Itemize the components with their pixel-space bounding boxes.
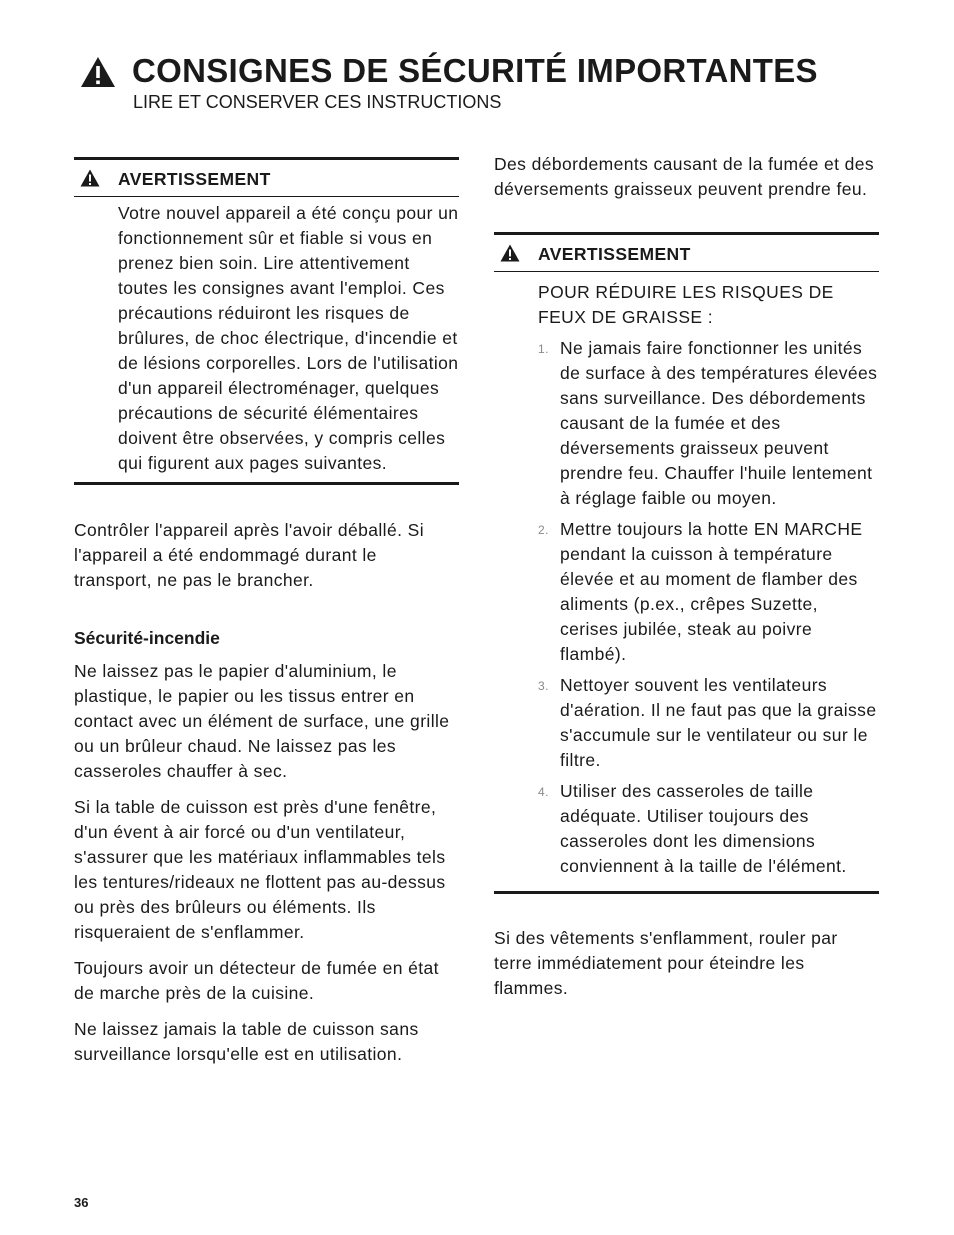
page-number: 36: [74, 1195, 89, 1210]
list-item-text: Utiliser des casseroles de taille adéquate. Utiliser toujours des casseroles dont les dimensions conviennent à la taille de l'élément.: [560, 781, 847, 876]
page-title: CONSIGNES DE SÉCURITÉ IMPORTANTES: [132, 52, 818, 89]
warning-label: AVERTISSEMENT: [538, 244, 691, 264]
list-number: 3.: [538, 679, 549, 693]
warning-text: [494, 272, 879, 891]
page-subtitle: LIRE ET CONSERVER CES INSTRUCTIONS: [133, 92, 502, 112]
section-heading: Sécurité-incendie: [74, 628, 220, 648]
warning-text: Votre nouvel appareil a été conçu pour un fonctionnement sûr et fiable si vous en prenez bien soin. Lire attentivement toutes les consignes avant l'emploi. Ces précautions réduiront les risques de brûlures, de choc électrique, d'incendie et de lésions corporelles. Lors de l'utilisation d'un appareil électroménager, quelques précautions de sécurité élémentaires doivent être observées, y compris celles qui figurent aux pages suivantes.: [118, 203, 459, 473]
list-item: [538, 517, 879, 667]
warning-header: [74, 160, 459, 197]
paragraph: Des débordements causant de la fumée et des déversements graisseux peuvent prendre feu.: [494, 154, 875, 199]
list-item-text: Nettoyer souvent les ventilateurs d'aération. Il ne faut pas que la graisse s'accumule sur le ventilateur ou sur le filtre.: [560, 675, 877, 770]
list-item: [538, 336, 879, 511]
left-column: [74, 157, 459, 1078]
list-number: 1.: [538, 342, 549, 356]
paragraph: Si la table de cuisson est près d'une fenêtre, d'un évent à air forcé ou d'un ventilateur, s'assurer que les matériaux inflammables tels les tentures/rideaux ne flottent pas au-dessus ou près des brûleurs ou éléments. Ils risqueraient de s'enflammer.: [74, 797, 446, 942]
warning-icon: [80, 169, 100, 187]
list-number: 4.: [538, 785, 549, 799]
list-number: 2.: [538, 523, 549, 537]
list-item: [538, 779, 879, 879]
warning-icon: [500, 244, 520, 262]
list-item-text: Ne jamais faire fonctionner les unités de surface à des températures élevées sans surveillance. Des débordements causant de la fumée et des déversements graisseux peuvent prendre feu. Chauffer l'huile lentement à réglage faible ou moyen.: [560, 338, 878, 508]
warning-intro: POUR RÉDUIRE LES RISQUES DE FEUX DE GRAISSE :: [538, 282, 834, 327]
warning-list: [538, 336, 879, 879]
paragraph: Ne laissez pas le papier d'aluminium, le plastique, le papier ou les tissus entrer en contact avec un élément de surface, une grille ou un brûleur chaud. Ne laissez pas les casseroles chauffer à sec.: [74, 661, 450, 781]
intro-paragraph: Contrôler l'appareil après l'avoir déballé. Si l'appareil a été endommagé durant le transport, ne pas le brancher.: [74, 520, 424, 590]
paragraph: Toujours avoir un détecteur de fumée en état de marche près de la cuisine.: [74, 958, 439, 1003]
right-column: [494, 152, 879, 1012]
list-item-text: Mettre toujours la hotte EN MARCHE pendant la cuisson à température élevée et au moment de flamber des aliments (p.ex., crêpes Suzette, cerises jubilée, steak au poivre flambé).: [560, 519, 863, 664]
list-item: [538, 673, 879, 773]
warning-header: [494, 235, 879, 272]
warning-icon: [80, 56, 116, 88]
paragraph: Ne laissez jamais la table de cuisson sans surveillance lorsqu'elle est en utilisation.: [74, 1019, 419, 1064]
warning-box: [74, 157, 459, 485]
warning-label: AVERTISSEMENT: [118, 169, 271, 189]
paragraph: Si des vêtements s'enflamment, rouler par terre immédiatement pour éteindre les flammes.: [494, 928, 838, 998]
warning-box: [494, 232, 879, 894]
